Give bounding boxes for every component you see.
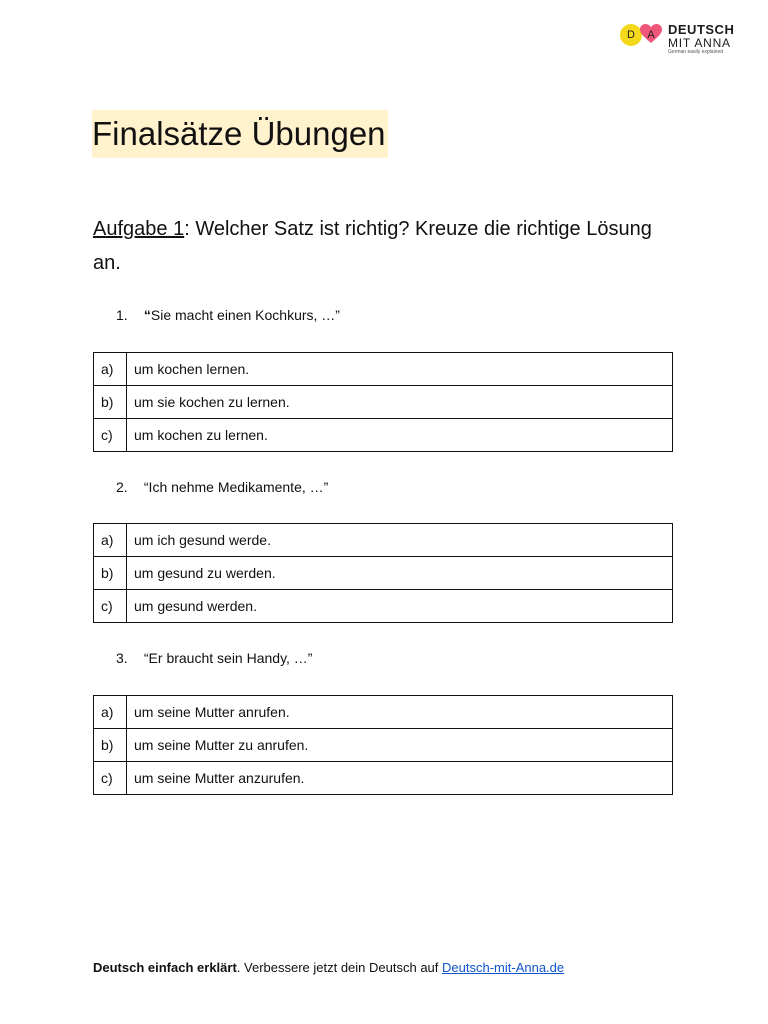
- page-title: Finalsätze Übungen: [92, 110, 388, 158]
- options-table-2: [93, 523, 673, 623]
- option-letter: c): [94, 419, 127, 452]
- logo-tagline: German easily explained: [668, 49, 724, 55]
- option-text: um seine Mutter zu anrufen.: [127, 729, 673, 762]
- logo-a-letter: A: [647, 29, 655, 41]
- question-number: 2.: [116, 479, 128, 495]
- option-text: um ich gesund werde.: [127, 524, 673, 557]
- footer: [93, 960, 564, 975]
- option-row-a[interactable]: [94, 696, 673, 729]
- question-number: 3.: [116, 650, 128, 666]
- logo-name-line2: MIT ANNA: [668, 36, 731, 50]
- option-letter: a): [94, 353, 127, 386]
- logo-a-heart: [639, 22, 663, 46]
- question-2: [116, 479, 328, 495]
- footer-text: . Verbessere jetzt dein Deutsch auf: [236, 960, 443, 975]
- question-1: [116, 307, 340, 323]
- option-text: um kochen zu lernen.: [127, 419, 673, 452]
- option-text: um sie kochen zu lernen.: [127, 386, 673, 419]
- question-3: [116, 650, 312, 666]
- option-row-b[interactable]: [94, 729, 673, 762]
- question-prompt: “Ich nehme Medikamente, …”: [143, 479, 329, 495]
- option-row-a[interactable]: [94, 353, 673, 386]
- option-letter: c): [94, 762, 127, 795]
- option-text: um gesund zu werden.: [127, 557, 673, 590]
- option-letter: a): [94, 696, 127, 729]
- option-letter: c): [94, 590, 127, 623]
- logo-name-line1: DEUTSCH: [668, 22, 735, 37]
- options-table-3: [93, 695, 673, 795]
- options-table-1: [93, 352, 673, 452]
- footer-link[interactable]: Deutsch-mit-Anna.de: [442, 960, 565, 975]
- option-text: um seine Mutter anzurufen.: [127, 762, 673, 795]
- option-row-b[interactable]: [94, 557, 673, 590]
- option-text: um kochen lernen.: [127, 353, 673, 386]
- task-heading: Aufgabe 1: [93, 218, 185, 240]
- question-open-quote: “: [143, 307, 151, 323]
- option-letter: b): [94, 386, 127, 419]
- question-number: 1.: [116, 307, 128, 323]
- option-letter: b): [94, 729, 127, 762]
- option-letter: b): [94, 557, 127, 590]
- brand-logo: [620, 22, 768, 58]
- footer-bold: Deutsch einfach erklärt: [93, 960, 237, 975]
- option-text: um gesund werden.: [127, 590, 673, 623]
- option-row-a[interactable]: [94, 524, 673, 557]
- question-prompt: “Er braucht sein Handy, …”: [143, 650, 313, 666]
- option-row-c[interactable]: [94, 762, 673, 795]
- task-instruction: [93, 212, 673, 280]
- logo-d-circle: D: [620, 24, 642, 46]
- option-row-c[interactable]: [94, 419, 673, 452]
- option-row-c[interactable]: [94, 590, 673, 623]
- question-prompt: Sie macht einen Kochkurs, …”: [150, 307, 340, 323]
- option-letter: a): [94, 524, 127, 557]
- task-text: : Welcher Satz ist richtig? Kreuze die richtige Lösung an.: [93, 218, 652, 274]
- option-text: um seine Mutter anrufen.: [127, 696, 673, 729]
- option-row-b[interactable]: [94, 386, 673, 419]
